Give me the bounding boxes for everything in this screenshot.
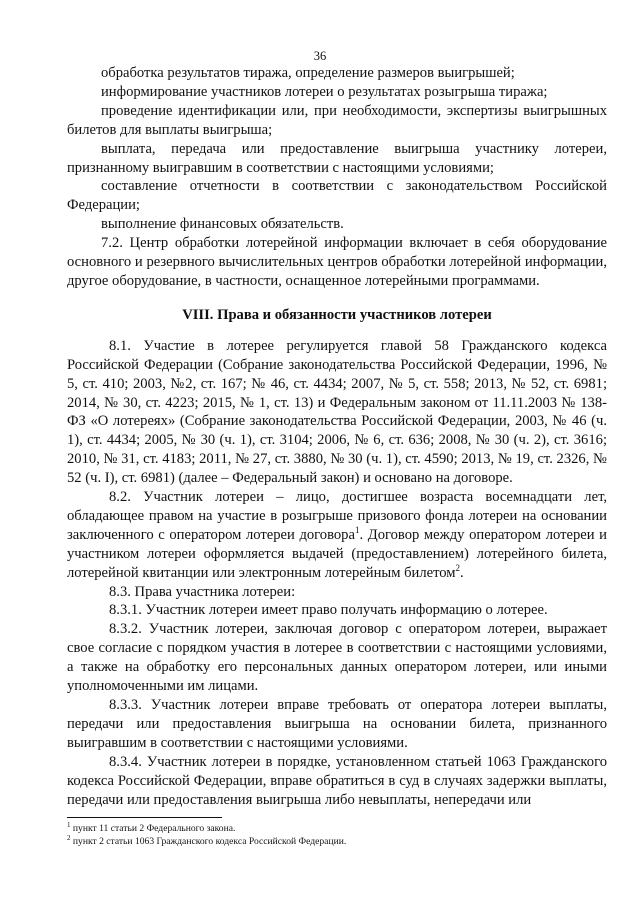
paragraph-8-2-part2: . Договор между оператором лотереи и участником лотереи оформляется выдачей (предоставлением) лотерейного билета, лотерейной квитанции или электронным лотерейным билетом [67,526,607,581]
paragraph-8-3: 8.3. Права участника лотереи: [109,583,296,600]
footnote-text: пункт 11 статьи 2 Федерального закона. [70,823,236,834]
page-number: 36 [313,49,327,63]
paragraph-8-3-2: 8.3.2. Участник лотереи, заключая договор с оператором лотереи, выражает свое согласие с порядком участия в лотерее в соответствии с настоящими условиями, а также на обработку его персональных данных оператором лотереи, или иными уполномоченными им лицами. [67,621,607,695]
footnote-text: пункт 2 статьи 1063 Гражданского кодекса Российской Федерации. [70,836,347,848]
paragraph: составление отчетности в соответствии с законодательством Российской Федерации; [67,178,607,214]
paragraph-8-1: 8.1. Участие в лотерее регулируется главой 58 Гражданского кодекса Российской Федерации (Собрание законодательства Российской Федерации, 1996, № 5, ст. 410; 2003, №2, ст. 167; № 46, ст. 4434; 2007, № 5, ст. 558; 2013, № 52, ст. 6981; 2014, № 30, ст. 4223; 2015, № 1, ст. 13) и Федеральным законом от 11.11.2003 № 138-ФЗ «О лотереях» (Собрание законодательства Российской Федерации, 2003, № 46 (ч. 1), ст. 4434; 2005, № 30 (ч. 1), ст. 3104; 2006, № 6, ст. 636; 2008, № 30 (ч. 2), ст. 3616; 2010, № 31, ст. 4183; 2011, № 27, ст. 3880, № 30 (ч. 1), ст. 4590; 2013, № 19, ст. 2326, № 52 (ч. I), ст. 6981) (далее – Федеральный закон) и основано на договоре. [67,337,607,487]
paragraph: выполнение финансовых обязательств. [101,216,344,233]
footnotes [67,822,607,849]
paragraph: выплата, передача или предоставление выигрыша участнику лотереи, признанному выигравшим в соответствии с настоящими условиями; [67,140,607,176]
paragraph-8-3-4: 8.3.4. Участник лотереи в порядке, установленном статьей 1063 Гражданского кодекса Российской Федерации, вправе обратиться в суд в случаях задержки выплаты, передачи или предоставления выигрыша либо невыплаты, непередачи или [67,753,607,808]
footnote [67,835,607,848]
footnote-number: 2 [67,834,71,843]
paragraph: обработка результатов тиража, определение размеров выигрышей; [101,65,515,81]
footnote-ref-2: 2 [455,562,461,573]
paragraph-8-2-part1: 8.2. Участник лотереи – лицо, достигшее возраста восемнадцати лет, обладающее правом на участие в розыгрыше призового фонда лотереи на основании заключенного с оператором лотереи договора [67,489,607,543]
paragraph-8-3-1: 8.3.1. Участник лотереи имеет право получать информацию о лотерее. [109,602,548,619]
paragraph: проведение идентификации или, при необходимости, экспертизы выигрышных билетов для выплаты выигрыша; [67,102,607,138]
section-title: VIII. Права и обязанности участников лотереи [182,306,492,323]
paragraph-8-2 [67,488,607,583]
footnote-separator [67,817,222,818]
footnote-ref-1: 1 [354,524,360,535]
paragraph: информирование участников лотереи о результатах розыгрыша тиража; [101,83,548,100]
paragraph-8-3-3: 8.3.3. Участник лотереи вправе требовать от оператора лотереи выплаты, передачи или предоставления выигрыша на основании билета, признанного выигравшим в соответствии с настоящими условиями. [67,697,607,751]
paragraph: 7.2. Центр обработки лотерейной информации включает в себя оборудование основного и резервного вычислительных центров обработки лотерейной информации, другое оборудование, в частности, оснащенное лотерейными программами. [67,235,607,289]
document-body [67,64,607,809]
paragraph-8-2-part3: . [460,564,464,581]
footnote [67,822,607,835]
footnote-number: 1 [67,820,71,829]
